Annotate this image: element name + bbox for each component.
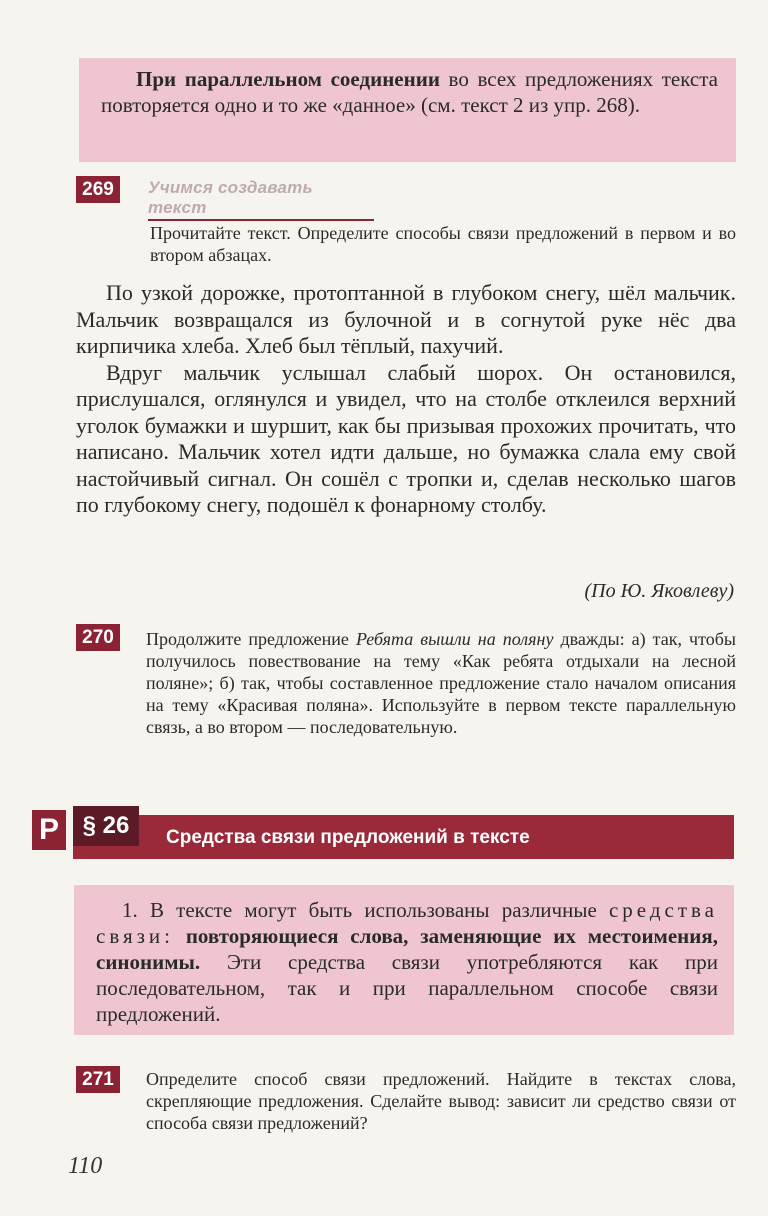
rule-means-bold: повторяющиеся слова, заменяющие их местоимения, синонимы. [96, 924, 718, 974]
exercise-270-task-start: Продолжите предложение [146, 629, 356, 649]
rule-parallel-text [101, 66, 718, 118]
section-title: Средства связи предложений в тексте [166, 827, 530, 848]
story-source: (По Ю. Яковлеву) [584, 580, 734, 602]
rule-parallel-rest: во всех предложениях текста повторяется одно и то же «данное» (см. текст 2 из упр. 268). [101, 67, 718, 117]
exercise-number-269: 269 [76, 176, 120, 203]
exercise-270-task [146, 628, 736, 738]
rule-box-means [74, 885, 734, 1035]
speech-section-badge: Р [32, 810, 66, 850]
exercise-270-task-end: дважды: а) так, чтобы получилось повествование на тему «Как ребята отдыхали на лесной поляне»; б) так, чтобы составленное предложение стало началом описания на тему «Красивая поляна». Используйте в первом тексте параллельную связь, а во втором — последовательную. [146, 629, 736, 737]
rule-means-spaced: средства связи: [96, 898, 718, 948]
rule-means-end: Эти средства связи употребляются как при последовательном, так и при параллельном способе связи предложений. [96, 950, 718, 1026]
story-text [76, 280, 736, 519]
rule-means-text [96, 897, 718, 1027]
rule-parallel-bold: При параллельном соединении [136, 67, 440, 91]
exercise-number-271: 271 [76, 1066, 120, 1093]
section-number: § 26 [73, 806, 139, 846]
rule-box-parallel [79, 58, 736, 162]
exercise-270-task-italic: Ребята вышли на поляну [355, 629, 554, 649]
story-paragraph-2: Вдруг мальчик услышал слабый шорох. Он остановился, прислушался, оглянулся и увидел, что на столбе отклеился верхний уголок бумажки и шуршит, как бы призывая прохожих прочитать, что написано. Мальчик хотел идти дальше, но бумажка слала ему свой настойчивый сигнал. Он сошёл с тропки и, сделав несколько шагов по глубокому снегу, подошёл к фонарному столбу. [76, 359, 736, 517]
story-paragraph-1: По узкой дорожке, протоптанной в глубоком снегу, шёл мальчик. Мальчик возвращался из булочной и в согнутой руке нёс два кирпичика хлеба. Хлеб был тёплый, пахучий. [76, 280, 736, 358]
section-label-learn: Учимся создавать текст [148, 178, 374, 221]
exercise-269-task: Прочитайте текст. Определите способы связи предложений в первом и во втором абзацах. [150, 223, 736, 265]
exercise-271-task: Определите способ связи предложений. Найдите в текстах слова, скрепляющие предложения. Сделайте вывод: зависит ли средство связи от способа связи предложений? [146, 1069, 736, 1133]
exercise-number-270: 270 [76, 624, 120, 651]
rule-means-start: 1. В тексте могут быть использованы различные [122, 898, 609, 922]
page-number: 110 [68, 1153, 103, 1179]
